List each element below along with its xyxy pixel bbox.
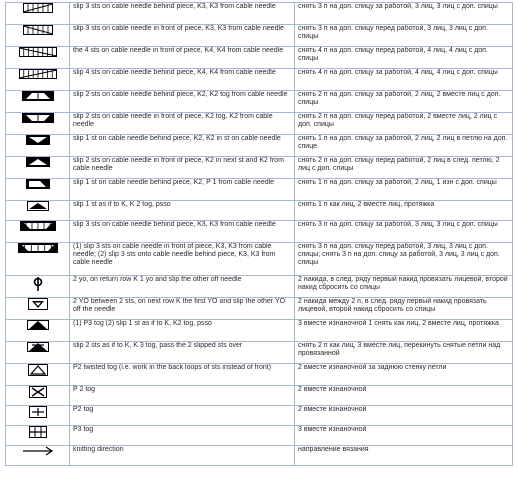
legend-row [6, 221, 513, 243]
russian-description: снять 3 п на доп. спицу перед работой, 3 лиц, 3 лиц с доп. спицы; снять 3 п на доп. спицу за работой, 3 лиц, 3 лиц с доп. спицы [295, 243, 513, 276]
english-description: slip 3 sts on cable needle behind piece, K3, K3 from cable needle [70, 3, 295, 25]
legend-row [6, 47, 513, 69]
slash-3x3-front-icon [6, 25, 70, 47]
slash-3x3-behind-icon [6, 3, 70, 25]
cable-2x2-tog-front-icon [6, 113, 70, 135]
english-description: the 4 sts on cable needle in front of piece, K4, K4 from cable needle [70, 47, 295, 69]
cable-3x3-double-icon [6, 243, 70, 276]
english-description: P2 tog [70, 406, 295, 426]
arrow-right-icon [6, 446, 70, 466]
english-description: slip 1 st as if to K, K 2 tog, psso [70, 201, 295, 221]
p2tog-plus-icon [6, 406, 70, 426]
legend-row [6, 157, 513, 179]
p2-twisted-icon [6, 364, 70, 386]
legend-row [6, 201, 513, 221]
russian-description: 2 вместе изнаночной [295, 386, 513, 406]
russian-description: 2 вместе изнаночной [295, 406, 513, 426]
cable-3x3-wide-icon [6, 221, 70, 243]
english-description: slip 2 sts as if to K, K 3 tog, pass the 2 slipped sts over [70, 342, 295, 364]
legend-row [6, 113, 513, 135]
legend-row [6, 3, 513, 25]
legend-row [6, 179, 513, 201]
english-description: P2 twisted tog (i.e. work in the back loops of sts instead of front) [70, 364, 295, 386]
english-description: slip 1 st on cable needle behind piece, K2, K2 in st on cable needle [70, 135, 295, 157]
russian-description: снять 3 п на доп. спицу перед работой, 3 лиц, 3 лиц с доп. спицы [295, 25, 513, 47]
slash-4x4-behind-icon [6, 69, 70, 91]
russian-description: снять 1 п как лиц, 2 вместе лиц, протяжка [295, 201, 513, 221]
russian-description: 2 накида между 2 п, в след. ряду первый накид провязать лицевой, второй накид сбросить со спицы [295, 298, 513, 320]
english-description: (1) P3 tog (2) slip 1 st as if to K, K2 tog, psso [70, 320, 295, 342]
russian-description: снять 2 п на доп. спицу перед работой, 2 лиц в след. петлю, 2 лиц с доп. спицы [295, 157, 513, 179]
english-description: P3 tog [70, 426, 295, 446]
legend-row [6, 342, 513, 364]
russian-description: снять 2 п как лиц, 3 вместе лиц, перекинуть снятые петли над провязанной [295, 342, 513, 364]
legend-row [6, 446, 513, 466]
legend-row [6, 91, 513, 113]
english-description: slip 1 st on cable needle behind piece, K2, P 1 from cable needle [70, 179, 295, 201]
russian-description: снять 2 п на доп. спицу перед работой, 2 вместе лиц, 2 лиц с доп. спицы [295, 113, 513, 135]
english-description: slip 2 sts on cable needle in front of piece, K2 in next st and K2 from cable needle [70, 157, 295, 179]
english-description: slip 2 sts on cable needle in front of piece, K2 tog, K2 from cable needle [70, 113, 295, 135]
english-description: 2 YO between 2 sts, on next row K the first YO and slip the other YO off the needle [70, 298, 295, 320]
p3tog-icon [6, 426, 70, 446]
legend-row [6, 406, 513, 426]
legend-row [6, 69, 513, 91]
knitting-symbol-legend-table [5, 2, 513, 466]
russian-description: снять 3 п на доп. спицу за работой, 3 лиц, 3 лиц с доп. спицы [295, 221, 513, 243]
russian-description: снять 2 п на доп. спицу за работой, 2 лиц, 2 вместе лиц с доп. спицы [295, 91, 513, 113]
english-description: slip 3 sts on cable needle in front of piece, K3, K3 from cable needle [70, 25, 295, 47]
russian-description: 3 вместе изнаночной 1 снять как лиц, 2 вместе лиц, протяжка [295, 320, 513, 342]
psso-icon [6, 201, 70, 221]
russian-description: 2 вместе изнаночной за заднюю стенку петли [295, 364, 513, 386]
legend-row [6, 135, 513, 157]
k3tog-pass-icon [6, 342, 70, 364]
russian-description: снять 3 п на доп. спицу за работой, 3 лиц, 3 лиц с доп. спицы [295, 3, 513, 25]
legend-row [6, 243, 513, 276]
english-description: slip 2 sts on cable needle behind piece, K2, K2 tog from cable needle [70, 91, 295, 113]
legend-row [6, 298, 513, 320]
cable-1-k2-p1-icon [6, 179, 70, 201]
cable-2x2-tog-behind-icon [6, 91, 70, 113]
english-description: 2 yo, on return row K 1 yo and slip the other off needle [70, 276, 295, 298]
legend-row [6, 426, 513, 446]
legend-row [6, 25, 513, 47]
p3tog-psso-icon [6, 320, 70, 342]
p2tog-x-icon [6, 386, 70, 406]
russian-description: направление вязания [295, 446, 513, 466]
legend-body [6, 3, 513, 466]
english-description: knitting direction [70, 446, 295, 466]
russian-description: снять 1 п на доп. спицу за работой, 2 лиц, 2 лиц в петлю на доп. спице [295, 135, 513, 157]
russian-description: 2 накида, в след. ряду первый накид провязать лицевой, второй накид сбросить со спицы [295, 276, 513, 298]
legend-row [6, 386, 513, 406]
russian-description: 3 вместе изнаночной [295, 426, 513, 446]
english-description: P 2 tog [70, 386, 295, 406]
legend-row [6, 364, 513, 386]
double-yo-icon [6, 276, 70, 298]
yo-between-icon [6, 298, 70, 320]
cable-2-k2tog-icon [6, 157, 70, 179]
legend-row [6, 320, 513, 342]
english-description: slip 3 sts on cable needle behind piece, K3, K3 from cable needle [70, 221, 295, 243]
russian-description: снять 1 п на доп. спицу за работой, 2 лиц, 1 изн с доп. спицы [295, 179, 513, 201]
legend-row [6, 276, 513, 298]
cable-1-k2-st-icon [6, 135, 70, 157]
english-description: (1) slip 3 sts on cable needle in front of piece, K3, K3 from cable needle; (2) slip 3 sts onto cable needle behind piece, K3, K3 from cable needle [70, 243, 295, 276]
slash-4x4-front-icon [6, 47, 70, 69]
english-description: slip 4 sts on cable needle behind piece, K4, K4 from cable needle [70, 69, 295, 91]
russian-description: снять 4 п на доп. спицу перед работой, 4 лиц, 4 лиц с доп. спицы [295, 47, 513, 69]
russian-description: снять 4 п на доп. спицу за работой, 4 лиц, 4 лиц с доп. спицы [295, 69, 513, 91]
